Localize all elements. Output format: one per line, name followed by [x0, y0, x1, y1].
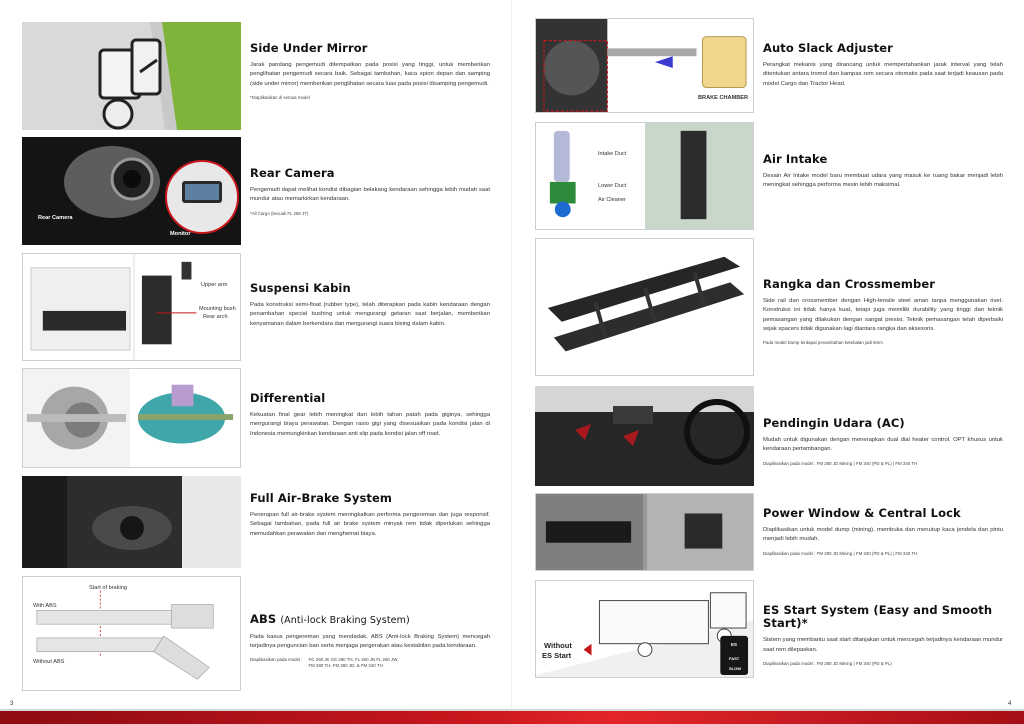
section-body: Perangkat mekanis yang dirancang untuk mempertahankan jarak interval yang telah ditentukan antara tromol dan kampas rem secara otomatis pada saat terjadi keausan pada model Cargo dan Tractor Head.	[763, 62, 1003, 87]
section-body: Pada kasus pengereman yang mendadak, ABS (Anti-lock Braking System) mencegah terjadinya penguncian ban serta menjaga pergerakan atau kestabilan pada kendaraan.	[250, 633, 490, 650]
section-title: ES Start System (Easy and Smooth Start)*	[763, 603, 993, 631]
upper-arm-label: Upper arm	[201, 282, 228, 288]
section-title: Rear Camera	[250, 166, 335, 180]
section-title: Suspensi Kabin	[250, 281, 351, 295]
without-es-label-2: ES Start	[542, 651, 572, 660]
applied-label: Diaplikasikan pada model :	[250, 657, 303, 663]
section-cab-suspension	[250, 282, 490, 329]
rear-arch-label: Rear arch	[203, 314, 228, 320]
power-window-image	[535, 493, 754, 571]
section-title	[250, 613, 490, 627]
section-rear-camera	[250, 167, 490, 217]
section-note: Pada model Dump terdapat penambahan ketebalan jadi 8mm	[763, 339, 883, 345]
cab-suspension-image	[22, 253, 241, 361]
section-title: Full Air-Brake System	[250, 491, 392, 505]
section-body: Pada konstruksi semi-float (rubber type), telah diterapkan pada kabin kendaraan dengan penambahan special bushing untuk mengurangi getaran saat berjalan, memberikan kenyamanan dalam berkendara dan mengurangi suara bising dalam kabin.	[250, 302, 490, 327]
section-title: Auto Slack Adjuster	[763, 41, 893, 55]
section-body: Side rail dan crossmember dengan High-tensile steel aman tanpa menggunakan rivet. Konstruksi ini tidak hanya kuat, tetapi juga memiliki durability yang tinggi dan teknik pemasangan yang dilakukan dengan sangat presisi. Teknik pemasangan telah diperbaiki sejak spacers tidak digunakan lagi diantara rangka dan aksesoris.	[763, 298, 1003, 332]
start-of-braking-label: Start of braking	[89, 585, 127, 591]
intake-duct-label: Intake Duct	[598, 151, 627, 157]
section-title: Pendingin Udara (AC)	[763, 416, 905, 430]
abs-title-sub: (Anti-lock Braking System)	[280, 615, 410, 626]
brake-chamber-label: BRAKE CHAMBER	[698, 95, 749, 101]
section-note: Diaplikasikan pada model : FM 280 JD Mining | FM 340 (PD & PL) | FM 340 TH	[763, 550, 918, 556]
es-fast-label: FAST	[729, 656, 740, 661]
chassis-frame-image	[535, 238, 754, 376]
section-title: Differential	[250, 391, 326, 405]
abs-applied-models	[250, 657, 490, 669]
section-note: Diaplikasikan pada model : FM 280 JD Mining | FM 340 (PD & PL)	[763, 660, 892, 666]
air-brake-image	[22, 476, 241, 568]
section-title: Air Intake	[763, 152, 828, 166]
abs-title-main: ABS	[250, 612, 277, 626]
differential-image	[22, 368, 241, 468]
section-body: Penerapan full air-brake system meningkatkan performa pengereman dan juga responsif. Sebagai tambahan, pada full air brake system minyak rem tidak diperlukan sehingga memudahkan perawatan dan menghemat biaya.	[250, 512, 490, 537]
abs-diagram-image	[22, 576, 241, 691]
without-abs-label: Without ABS	[33, 659, 65, 665]
section-side-mirror	[250, 42, 490, 101]
section-body: Pengemudi dapat melihat kondisi dibagian belakang kendaraan sehingga lebih mudah saat mundur atau memarkirkan kendaraan.	[250, 187, 490, 203]
page-number-right: 4	[1008, 701, 1012, 707]
page-gutter	[511, 0, 512, 709]
section-body: Kekuatan final gear lebih meningkat dan lebih tahan patah pada giginya, sehingga mengurangi biaya perawatan. Dengan rasio gigi yang disesuaikan pada kondisi jalan di Indonesia memungkinkan kendaraan anti slip pada kondisi jalan off road.	[250, 412, 490, 437]
section-power-window	[763, 507, 1003, 557]
section-body: Sistem yang membantu saat start ditanjakan untuk mencegah terjadinya kendaraan mundur saat rem dilepaskan.	[763, 637, 1003, 653]
section-title: Power Window & Central Lock	[763, 506, 961, 520]
section-body: Diaplikasikan untuk model dump (mining), membuka dan menutup kaca jendela dan pintu menjadi lebih mudah.	[763, 527, 1003, 543]
section-title: Side Under Mirror	[250, 41, 368, 55]
page-number-left: 3	[10, 701, 14, 707]
side-mirror-image	[22, 22, 241, 130]
section-ac	[763, 417, 1003, 467]
monitor-label: Monitor	[170, 231, 191, 237]
section-es-start	[763, 604, 1003, 667]
section-note: *Diaplikasikan di semua model	[250, 94, 310, 100]
section-air-intake	[763, 153, 1003, 191]
mounting-bush-label: Mounting bush	[199, 306, 236, 312]
air-cleaner-label: Air Cleaner	[598, 197, 626, 203]
section-body: Mudah untuk digunakan dengan menerapkan dual dial heater control. OPT khusus untuk kendaraan pertambangan.	[763, 437, 1003, 453]
section-note: *All Cargo (kecuali FL 280 JT)	[250, 210, 309, 216]
rear-camera-image	[22, 137, 241, 245]
section-differential	[250, 392, 490, 439]
rear-camera-label: Rear Camera	[38, 215, 73, 221]
es-start-image	[535, 580, 754, 678]
lower-duct-label: Lower Duct	[598, 183, 627, 189]
es-switch-label: ES	[731, 642, 738, 647]
with-abs-label: With ABS	[33, 603, 57, 609]
section-air-brake	[250, 492, 490, 539]
section-title: Rangka dan Crossmember	[763, 277, 935, 291]
applied-models: FG 260 JK SG 280 TH, FL 260 JN FL 260 JW, FM 280 TH, FM 280 JD, & FM 340 TH	[308, 657, 399, 669]
slack-adjuster-image	[535, 18, 754, 113]
section-body: Desain Air Intake model baru membuat udara yang masuk ke ruang bakar menjadi lebih meningkat sehingga performa mesin lebih maksimal.	[763, 173, 1003, 189]
section-note: Diaplikasikan pada model : FM 280 JD Mining | FM 340 (PD & PL) | FM 340 TH	[763, 460, 918, 466]
section-chassis	[763, 278, 1003, 346]
without-es-label-1: Without	[544, 641, 572, 650]
section-body: Jarak pandang pengemudi ditempatkan pada posisi yang tinggi, untuk memberikan penglihatan pengemudi secara baik. Sebagai tambahan, kaca spion depan dan samping (side under mirror) memberikan penglihatan secara luas pada posisi disamping pengemudi.	[250, 62, 490, 87]
es-slow-label: SLOW	[729, 666, 741, 671]
section-abs	[250, 613, 490, 670]
footer-red-band	[0, 711, 1024, 724]
air-intake-image	[535, 122, 754, 230]
section-slack-adjuster	[763, 42, 1003, 89]
ac-dashboard-image	[535, 386, 754, 486]
